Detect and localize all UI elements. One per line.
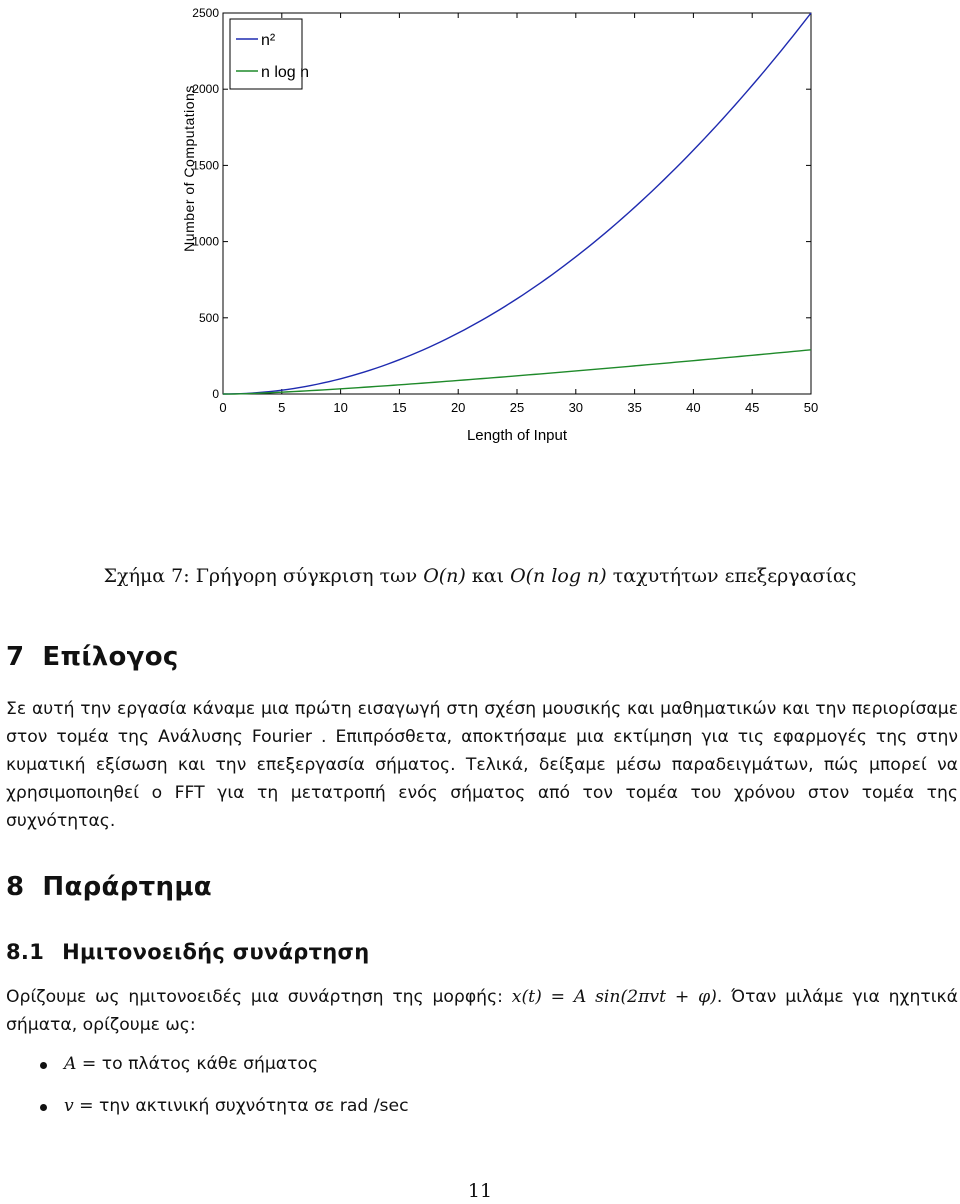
bullet-icon <box>40 1104 47 1111</box>
x-tick-label: 40 <box>686 400 701 415</box>
definition-text: = την ακτινική συχνότητα σε rad /sec <box>73 1096 409 1116</box>
section-title: Επίλογος <box>42 642 179 672</box>
x-tick-label: 25 <box>509 400 525 415</box>
section-8-1-heading <box>6 940 369 964</box>
section-8-heading <box>6 872 212 902</box>
variable: v <box>64 1096 74 1116</box>
section-number: 7 <box>6 642 25 672</box>
section-7-heading <box>6 642 179 672</box>
section-number: 8 <box>6 872 25 902</box>
x-tick-label: 15 <box>392 400 407 415</box>
x-tick-label: 0 <box>219 400 227 415</box>
caption-math-on: O(n) <box>423 565 466 587</box>
x-tick-label: 30 <box>568 400 584 415</box>
y-tick-label: 0 <box>212 387 219 401</box>
subsection-number: 8.1 <box>6 940 45 964</box>
y-tick-label: 1000 <box>192 234 219 249</box>
x-tick-label: 5 <box>278 400 286 415</box>
page-number: 11 <box>467 1180 493 1202</box>
caption-mid: και <box>465 565 511 587</box>
subsection-title: Ημιτονοειδής συνάρτηση <box>62 940 370 964</box>
bullet-icon <box>40 1062 47 1069</box>
section-8-1-paragraph <box>6 983 958 1039</box>
plot-frame <box>223 13 811 394</box>
list-item <box>0 1090 960 1132</box>
section-7-paragraph: Σε αυτή την εργασία κάναμε μια πρώτη εισαγωγή στη σχέση μουσικής και μαθηματικών και την περιορίσαμε στον τομέα της Ανάλυσης Fourier . Επιπρόσθετα, αποκτήσαμε μια εκτίμηση για τις εφαρμογές της στην κυματική εξίσωση και την επεξεργασία σήματος. Τελικά, δείξαμε μέσω παραδειγμάτων, πώς μπορεί να χρησιμοποιηθεί ο FFT για τη μετατροπή ενός σήματος από τον τομέα του χρόνου στον τομέα της συχνότητας. <box>6 699 958 831</box>
sinusoid-formula: x(t) = A sin(2πvt + φ) <box>511 987 717 1007</box>
definition-list <box>0 1048 960 1132</box>
section-title: Παράρτημα <box>42 872 212 902</box>
caption-prefix: Σχήμα 7: Γρήγορη σύγκριση των <box>103 565 424 587</box>
x-axis-label: Length of Input <box>466 427 568 444</box>
definition-text: = το πλάτος κάθε σήματος <box>76 1054 319 1074</box>
caption-math-nlogn: O(n log n) <box>510 565 607 587</box>
legend-label: n² <box>261 32 276 49</box>
figure-caption <box>0 565 960 587</box>
y-tick-label: 500 <box>198 310 219 325</box>
series-line-n-log-n <box>223 350 811 394</box>
x-tick-label: 50 <box>803 400 819 415</box>
paragraph-end: . Όταν μιλάμε για ηχητικά σήματα, ορίζουμε ως: <box>6 987 958 1035</box>
x-tick-label: 10 <box>333 400 348 415</box>
y-axis-label: Number of Computations <box>181 85 197 252</box>
x-tick-label: 35 <box>627 400 642 415</box>
legend-label: n log n <box>261 64 310 81</box>
y-tick-label: 2500 <box>192 6 219 20</box>
x-tick-label: 20 <box>450 400 466 415</box>
figure <box>170 0 830 460</box>
variable: A <box>64 1054 77 1074</box>
list-item <box>0 1048 960 1090</box>
y-tick-label: 2000 <box>192 82 219 97</box>
x-tick-label: 45 <box>744 400 760 415</box>
paragraph-start: Ορίζουμε ως ημιτονοειδές μια συνάρτηση της μορφής: <box>6 987 512 1007</box>
chart <box>170 0 830 460</box>
y-tick-label: 1500 <box>192 158 219 173</box>
caption-suffix: ταχυτήτων επεξεργασίας <box>606 565 857 587</box>
series-line-n-squared <box>223 13 811 394</box>
